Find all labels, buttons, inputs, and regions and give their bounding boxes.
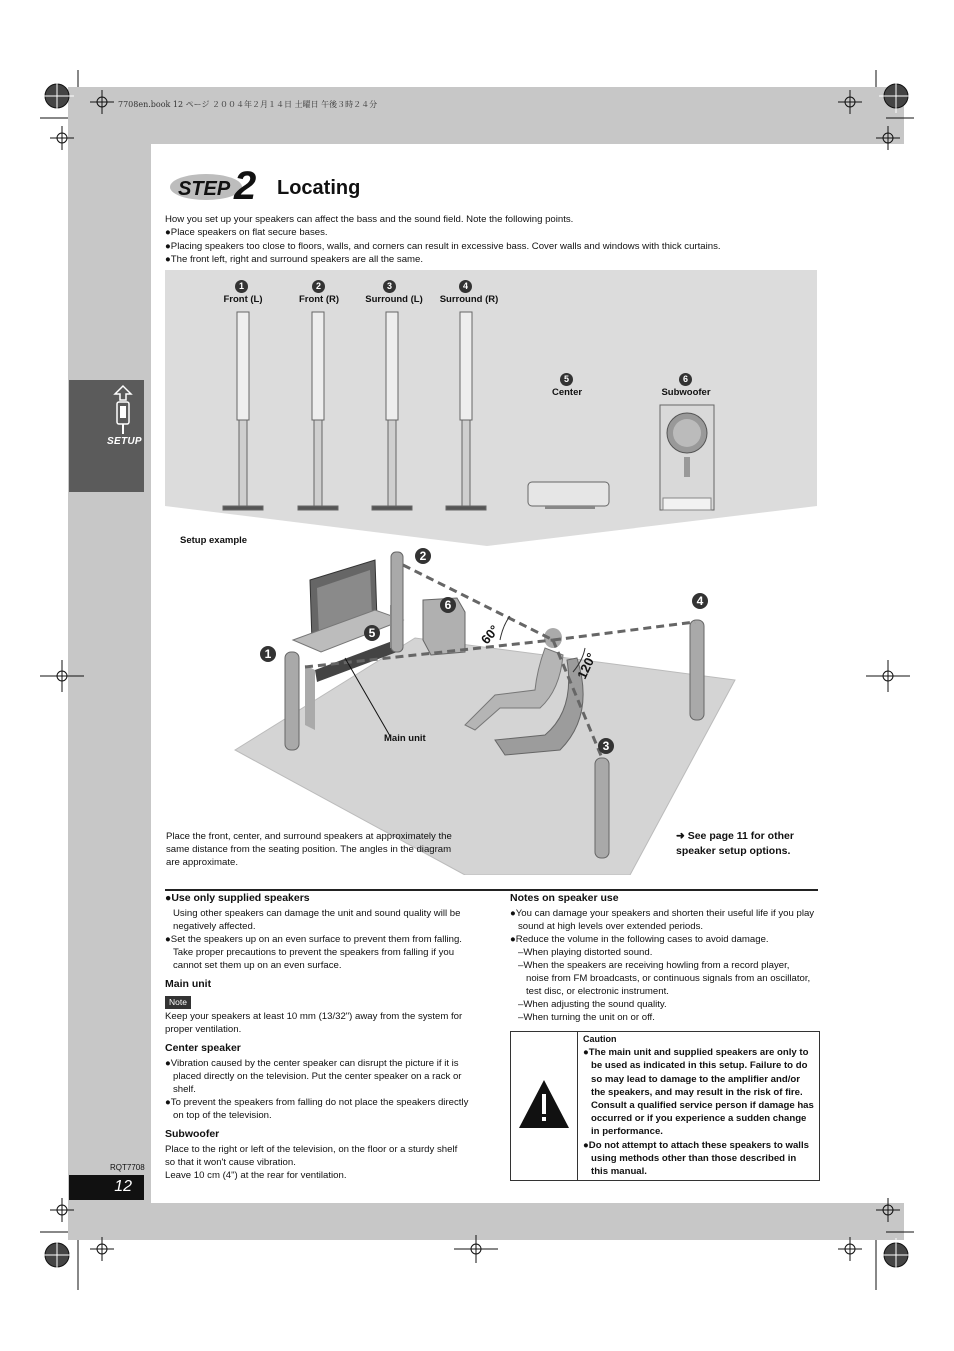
- see-page-reference: ➜ See page 11 for other speaker setup options.: [676, 830, 794, 857]
- marker-3: 3: [383, 280, 396, 293]
- surround-right-speaker: [690, 620, 704, 720]
- room-marker-3: 3: [602, 739, 610, 753]
- room-marker-6: 6: [444, 598, 452, 612]
- marker-6: 6: [679, 373, 692, 386]
- room-marker-1: 1: [264, 647, 272, 661]
- subwoofer-text: Place to the right or left of the television, on the floor or a sturdy shelf so that it won't cause vibration.: [165, 1144, 458, 1168]
- warning-cell: [511, 1032, 578, 1180]
- setup-side-tab: [69, 380, 144, 492]
- print-file-header: 7708en.book 12 ページ ２００４年２月１４日 土曜日 午後３時２４分: [118, 100, 378, 109]
- caution-text: [583, 1033, 815, 1178]
- room-marker-2: 2: [419, 549, 427, 563]
- step-word: STEP: [178, 178, 231, 200]
- page-number: 12: [114, 1178, 132, 1195]
- surround-left-speaker: [595, 758, 609, 858]
- speaker-label-surround-left: Surround (L): [365, 294, 423, 305]
- subwoofer-text-2: Leave 10 cm (4") at the rear for ventilation.: [165, 1170, 347, 1181]
- right-column: [510, 892, 815, 1024]
- caution-box: [510, 1031, 820, 1181]
- setup-tab-label: SETUP: [107, 436, 142, 447]
- page-title: Locating: [277, 177, 361, 199]
- center-point: ●Vibration caused by the center speaker can disrupt the picture if it is placed directly on the television. Put the center speaker on a rack or shelf.: [165, 1058, 462, 1095]
- even-surface-point: ●Set the speakers up on an even surface to prevent them from falling. Take proper precautions to prevent the speakers from falling if you cannot set them up on an even surface.: [165, 934, 462, 971]
- room-marker-4: 4: [696, 594, 704, 608]
- notes-case: –When adjusting the sound quality.: [518, 999, 667, 1010]
- warning-triangle-icon: [511, 1032, 577, 1180]
- angle-60-label: 60°: [477, 622, 502, 647]
- section-divider: [165, 889, 818, 891]
- center-speaker-illustration: [528, 482, 609, 509]
- top-margin-band: [68, 87, 904, 144]
- caution-heading: Caution: [583, 1034, 617, 1044]
- marker-4: 4: [459, 280, 472, 293]
- page-number-box: [69, 1175, 144, 1200]
- intro-point: ●Place speakers on flat secure bases.: [165, 227, 328, 239]
- marker-2: 2: [312, 280, 325, 293]
- speaker-lineup: [165, 270, 817, 546]
- caution-point: ●Do not attempt to attach these speakers to walls using methods other than those described in this manual.: [583, 1139, 809, 1178]
- step-number: 2: [234, 165, 257, 205]
- placement-note: Place the front, center, and surround speakers at approximately the same distance from the seating position. The angles in the diagram are approximate.: [166, 831, 452, 868]
- connector-icon: [111, 384, 135, 436]
- left-margin-band: [68, 87, 151, 1240]
- front-right-speaker: [391, 552, 403, 652]
- speaker-label-center: Center: [551, 387, 583, 398]
- notes-case: –When turning the unit on or off.: [518, 1012, 655, 1023]
- notes-case: –When playing distorted sound.: [518, 947, 653, 958]
- doc-code: RQT7708: [110, 1163, 145, 1172]
- step-badge: [168, 165, 268, 205]
- front-left-speaker: [285, 652, 299, 750]
- notes-case: –When the speakers are receiving howling from a record player, noise from FM broadcasts, or continuous signals from an oscillator, test disc, or electronic instrument.: [518, 960, 811, 997]
- reg-mark-bottom-right: [879, 1238, 913, 1272]
- reg-mark-bottom-left: [40, 1238, 74, 1272]
- room-setup-diagram: [165, 540, 817, 875]
- setup-example-label: Setup example: [180, 535, 248, 546]
- reg-mark-bottom-right-2: [838, 1237, 862, 1261]
- intro-point: ●The front left, right and surround speakers are all the same.: [165, 253, 424, 265]
- intro-point: ●Placing speakers too close to floors, walls, and corners can result in excessive bass. Cover walls and windows with thick curtains.: [165, 240, 721, 252]
- subwoofer-heading: Subwoofer: [165, 1128, 220, 1140]
- speaker-label-front-left: Front (L): [223, 294, 263, 305]
- room-marker-5: 5: [368, 626, 376, 640]
- speaker-label-subwoofer: Subwoofer: [661, 387, 711, 398]
- speaker-label-front-right: Front (R): [298, 294, 340, 305]
- center-speaker-heading: Center speaker: [165, 1042, 241, 1054]
- supplied-speakers-heading: ●Use only supplied speakers: [165, 892, 310, 904]
- subwoofer-illustration: [660, 405, 714, 510]
- speaker-label-surround-right: Surround (R): [439, 294, 499, 305]
- bottom-margin-band: [68, 1203, 904, 1240]
- intro-lead: How you set up your speakers can affect the bass and the sound field. Note the following points.: [165, 214, 574, 225]
- note-badge: Note: [165, 996, 191, 1009]
- intro-text: [165, 213, 815, 266]
- supplied-speakers-text: Using other speakers can damage the unit and sound quality will be negatively affected.: [173, 908, 461, 932]
- left-column: [165, 892, 470, 1182]
- marker-1: 1: [235, 280, 248, 293]
- notes-point: ●You can damage your speakers and shorten their useful life if you play sound at high levels over extended periods.: [510, 908, 815, 932]
- main-unit-text: Keep your speakers at least 10 mm (13/32") away from the system for proper ventilation.: [165, 1011, 463, 1035]
- notes-point: ●Reduce the volume in the following cases to avoid damage.: [510, 934, 769, 945]
- caution-point: ●The main unit and supplied speakers are only to be used as indicated in this setup. Failure to do so may lead to damage to the amplifier and/or the speakers, and may result in the risk of fire. Consult a qualified service person if damage has occurred or if you experience a sudden change in performance.: [583, 1047, 814, 1138]
- notes-heading: Notes on speaker use: [510, 892, 619, 904]
- main-unit-label: Main unit: [384, 733, 426, 744]
- reg-mark-bottom-left-2: [90, 1237, 114, 1261]
- main-unit-heading: Main unit: [165, 978, 212, 990]
- marker-5: 5: [560, 373, 573, 386]
- speaker-lineup-background: [165, 270, 817, 546]
- center-point: ●To prevent the speakers from falling do not place the speakers directly on top of the television.: [165, 1097, 469, 1121]
- angle-120-label: 120°: [574, 650, 600, 682]
